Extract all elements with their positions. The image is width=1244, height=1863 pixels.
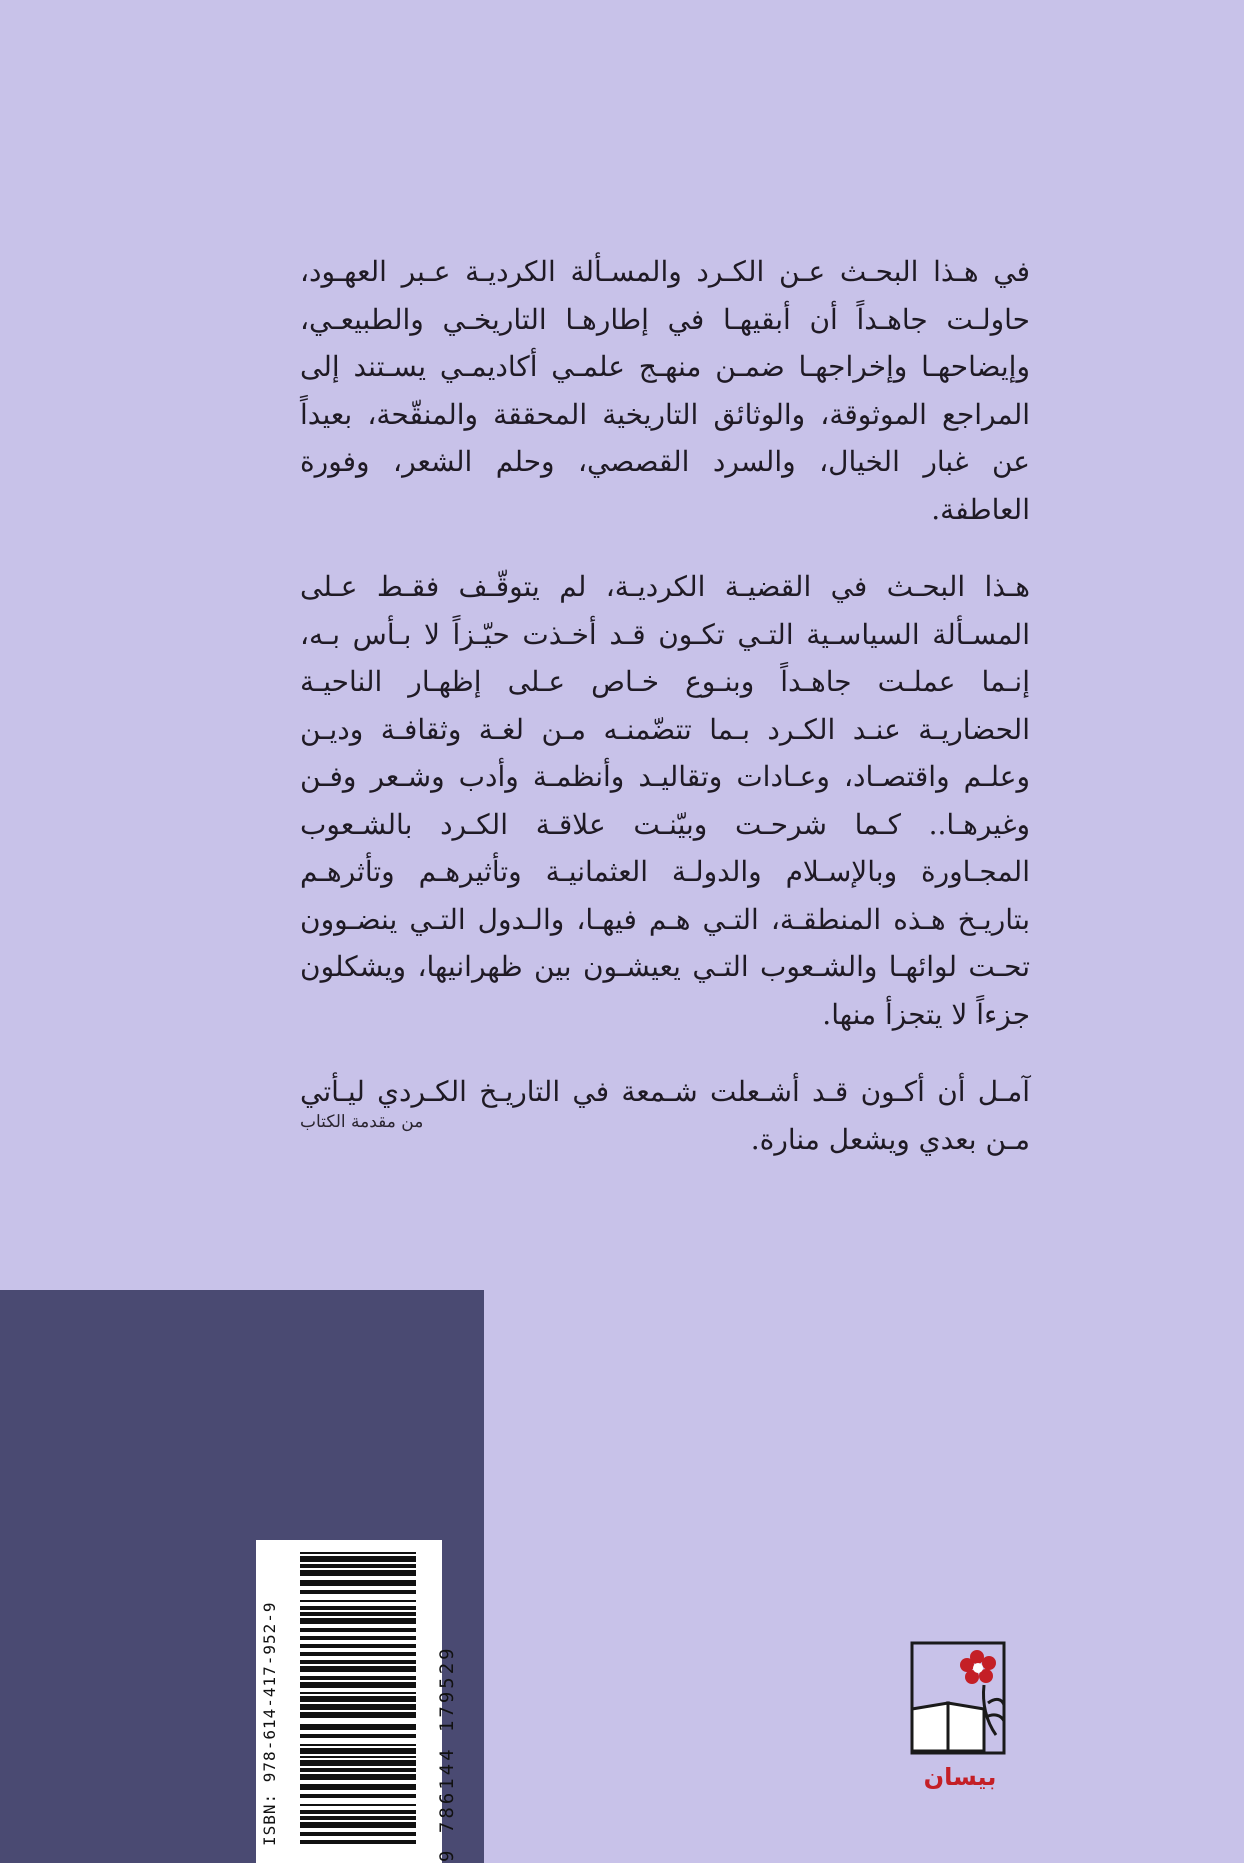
barcode-bar (300, 1660, 416, 1664)
barcode-bar (300, 1628, 416, 1632)
barcode-bar (300, 1666, 416, 1672)
barcode-bar (300, 1774, 416, 1780)
barcode-bar (300, 1606, 416, 1610)
barcode-bar (300, 1822, 416, 1828)
barcode-bar (300, 1692, 416, 1694)
barcode-bar (300, 1784, 416, 1790)
barcode-label (256, 1540, 442, 1863)
barcode-bar (300, 1570, 416, 1576)
barcode-bar (300, 1712, 416, 1718)
open-book-icon (912, 1703, 984, 1751)
barcode-bar (300, 1556, 416, 1562)
barcode-bar (300, 1580, 416, 1586)
barcode-bar (300, 1590, 416, 1594)
barcode-bar (300, 1618, 416, 1624)
attribution-note: من مقدمة الكتاب (300, 1112, 424, 1132)
blurb-paragraph-3: آمـل أن أكـون قـد أشـعلت شـمعة في التاريـخ الكـردي ليـأتي مـن بعدي ويشعل منارة. (300, 1075, 1030, 1156)
barcode-bar (300, 1744, 416, 1746)
barcode-bar (300, 1810, 416, 1814)
barcode-bar (300, 1644, 416, 1648)
publisher-logo-icon (900, 1633, 1020, 1778)
barcode-bar (300, 1832, 416, 1836)
barcode-bar (300, 1564, 416, 1568)
barcode-bar (300, 1756, 416, 1758)
barcode-bar (300, 1768, 416, 1772)
barcode-bar (300, 1804, 416, 1806)
blurb-text (300, 248, 1030, 1163)
barcode-bar (300, 1696, 416, 1702)
barcode-bar (300, 1636, 416, 1640)
barcode-bar (300, 1652, 416, 1656)
barcode-number: 9 786144 179529 (436, 1645, 458, 1862)
barcode-bar (300, 1748, 416, 1754)
barcode-bar (300, 1682, 416, 1688)
blurb-paragraph-1: في هـذا البحـث عـن الكـرد والمسـألة الكرديـة عـبر العهـود، حاولـت جاهـداً أن أبقيهـا في إطارهـا التاريخـي والطبيعـي، وإيضاحهـا وإخراجهـا ضمـن منهـج علمـي أكاديمـي يسـتند إلى المراجع الموثوقة، والوثائق التاريخية المحققة والمنقّحة، بعيداً عن غبار الخيال، والسرد القصصي، وحلم الشعر، وفورة العاطفة. (300, 255, 1030, 526)
barcode-bar (300, 1600, 416, 1602)
barcode-bar (300, 1704, 416, 1710)
barcode-bar (300, 1794, 416, 1798)
barcode-bar (300, 1760, 416, 1766)
barcode-bar (300, 1840, 416, 1844)
barcode-bar (300, 1816, 416, 1820)
barcode-bar (300, 1734, 416, 1738)
barcode-bar (300, 1552, 416, 1554)
blurb-paragraph-2: هـذا البحـث في القضيـة الكرديـة، لم يتوقّـف فقـط عـلى المسـألة السياسـية التـي تكـون قـد أخـذت حيّـزاً لا بـأس بـه، إنـما عملـت جاهـداً وبنـوع خـاص عـلى إظهـار الناحيـة الحضاريـة عنـد الكـرد بـما تتضّمنـه مـن لغـة وثقافـة وديـن وعلـم واقتصـاد، وعـادات وتقاليـد وأنظمـة وأدب وشـعر وفـن وغيرهـا.. كـما شرحـت وبيّنـت علاقـة الكـرد بالشـعوب المجـاورة وبالإسـلام والدولـة العثمانيـة وتأثيرهـم وتأثرهـم بتاريـخ هـذه المنطقـة، التـي هـم فيهـا، والـدول التـي ينضـوون تحـت لوائهـا والشـعوب التـي يعيشـون بين ظهرانيها، ويشكلون جزءاً لا يتجزأ منها. (300, 570, 1030, 1031)
isbn-text: ISBN: 978-614-417-952-9 (260, 1601, 279, 1846)
barcode-bar (300, 1676, 416, 1680)
barcode-bar (300, 1612, 416, 1616)
publisher-name: بيسان (923, 1763, 997, 1791)
barcode-bar (300, 1724, 416, 1730)
barcode-bars (256, 1540, 442, 1863)
